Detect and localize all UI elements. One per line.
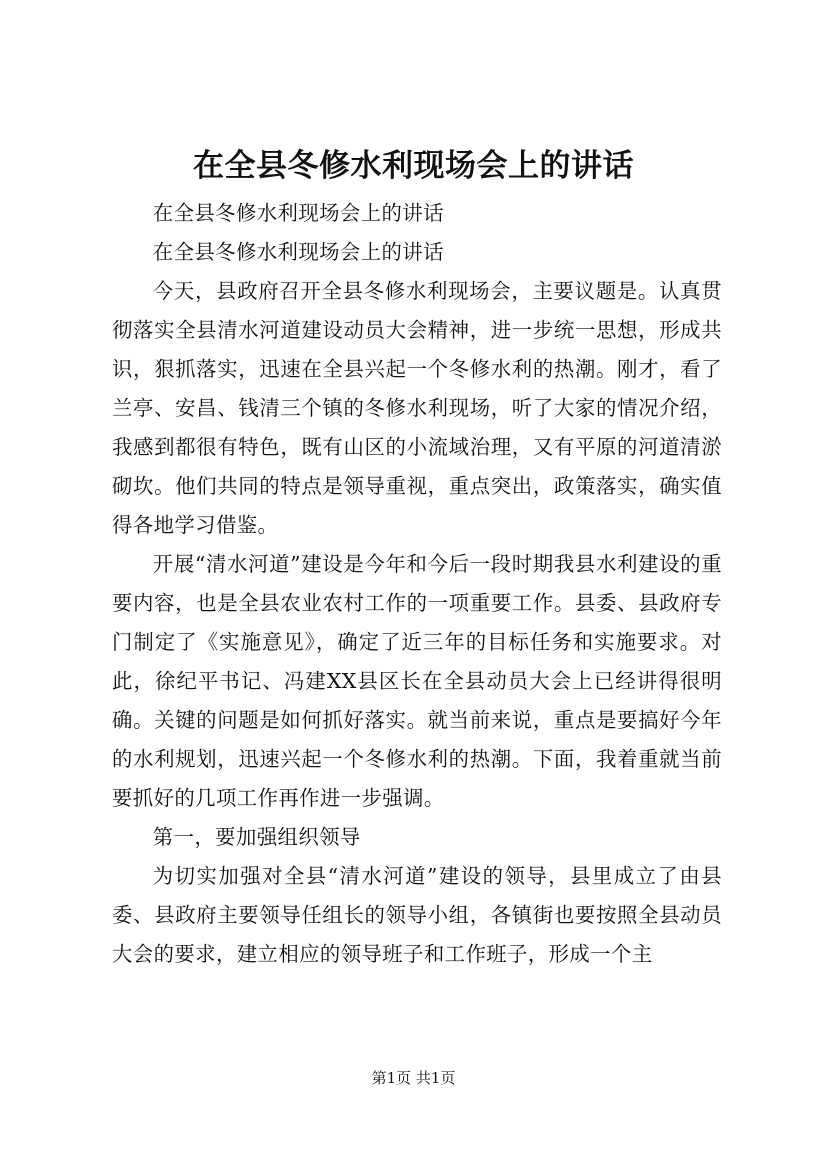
document-title: 在全县冬修水利现场会上的讲话 bbox=[193, 148, 634, 184]
paragraph: 开展“清水河道”建设是今年和今后一段时期我县水利建设的重要内容，也是全县农业农村工作的一项重要工作。县委、县政府专门制定了《实施意见》，确定了近三年的目标任务和实施要求。对此，徐纪平书记、冯建XX县区长在全县动员大会上已经讲得很明确。关键的问题是如何抓好落实。就当前来说，重点是要搞好今年的水利规划，迅速兴起一个冬修水利的热潮。下面，我着重就当前要抓好的几项工作再作进一步强调。 bbox=[112, 552, 722, 810]
page-footer: 第1页 共1页 bbox=[371, 1069, 456, 1087]
paragraph: 今天，县政府召开全县冬修水利现场会，主要议题是。认真贯彻落实全县清水河道建设动员大会精神，进一步统一思想，形成共识，狠抓落实，迅速在全县兴起一个冬修水利的热潮。刚才，看了兰亭、安昌、钱清三个镇的冬修水利现场，听了大家的情况介绍，我感到都很有特色，既有山区的小流域治理，又有平原的河道清淤砌坎。他们共同的特点是领导重视，重点突出，政策落实，确实值得各地学习借鉴。 bbox=[112, 279, 722, 537]
paragraph: 为切实加强对全县“清水河道”建设的领导，县里成立了由县委、县政府主要领导任组长的领导小组，各镇街也要按照全县动员大会的要求，建立相应的领导班子和工作班子，形成一个主 bbox=[112, 864, 722, 966]
document-body bbox=[112, 194, 722, 974]
paragraph: 在全县冬修水利现场会上的讲话 bbox=[152, 201, 444, 225]
section-heading: 第一，要加强组织领导 bbox=[152, 825, 361, 849]
paragraph: 在全县冬修水利现场会上的讲话 bbox=[152, 240, 444, 264]
